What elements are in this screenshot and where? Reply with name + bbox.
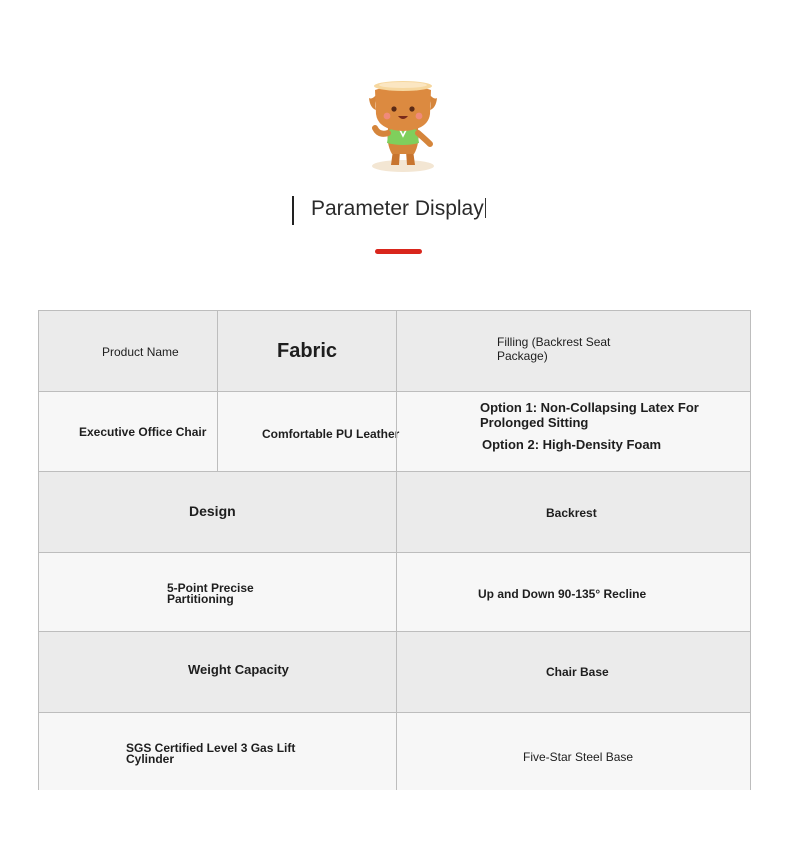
filling-label: Filling (Backrest Seat Package)	[497, 335, 611, 363]
table-cell	[396, 553, 750, 631]
backrest-value: Up and Down 90-135° Recline	[478, 587, 647, 601]
gingerbread-mascot-icon	[366, 78, 440, 174]
table-cell	[39, 472, 396, 552]
title-left-bar	[292, 196, 294, 225]
table-row	[39, 391, 750, 471]
table-cell	[396, 632, 750, 712]
weight-capacity-label: Weight Capacity	[188, 662, 289, 677]
table-cell	[217, 311, 396, 391]
product-name-value: Executive Office Chair	[79, 425, 207, 439]
table-cell	[217, 392, 400, 471]
table-cell	[396, 311, 750, 391]
design-label: Design	[189, 503, 236, 519]
section-title	[292, 196, 512, 226]
filling-option-1: Option 1: Non-Collapsing Latex For Prolonged Sitting	[480, 400, 699, 430]
product-name-label: Product Name	[102, 345, 179, 359]
table-cell	[39, 713, 396, 790]
parameter-table	[38, 310, 751, 790]
chair-base-value: Five-Star Steel Base	[523, 750, 634, 764]
chair-base-label: Chair Base	[546, 665, 609, 679]
fabric-label: Fabric	[277, 340, 338, 362]
title-underline	[375, 249, 422, 254]
backrest-label: Backrest	[546, 506, 597, 520]
table-cell	[39, 632, 396, 712]
table-cell	[39, 311, 217, 391]
table-cell	[396, 392, 750, 471]
table-cell	[39, 553, 396, 631]
design-value: 5-Point Precise Partitioning	[167, 581, 254, 606]
table-row	[39, 712, 750, 790]
table-cell	[39, 392, 217, 471]
table-cell	[396, 472, 750, 552]
page-title: Parameter Display	[311, 197, 484, 220]
fabric-value: Comfortable PU Leather	[262, 427, 400, 441]
table-cell	[396, 713, 750, 790]
table-row	[39, 631, 750, 712]
table-row	[39, 311, 750, 391]
weight-capacity-value: SGS Certified Level 3 Gas Lift Cylinder	[126, 741, 296, 766]
filling-option-2: Option 2: High-Density Foam	[482, 437, 662, 452]
table-row	[39, 552, 750, 631]
table-row	[39, 471, 750, 552]
